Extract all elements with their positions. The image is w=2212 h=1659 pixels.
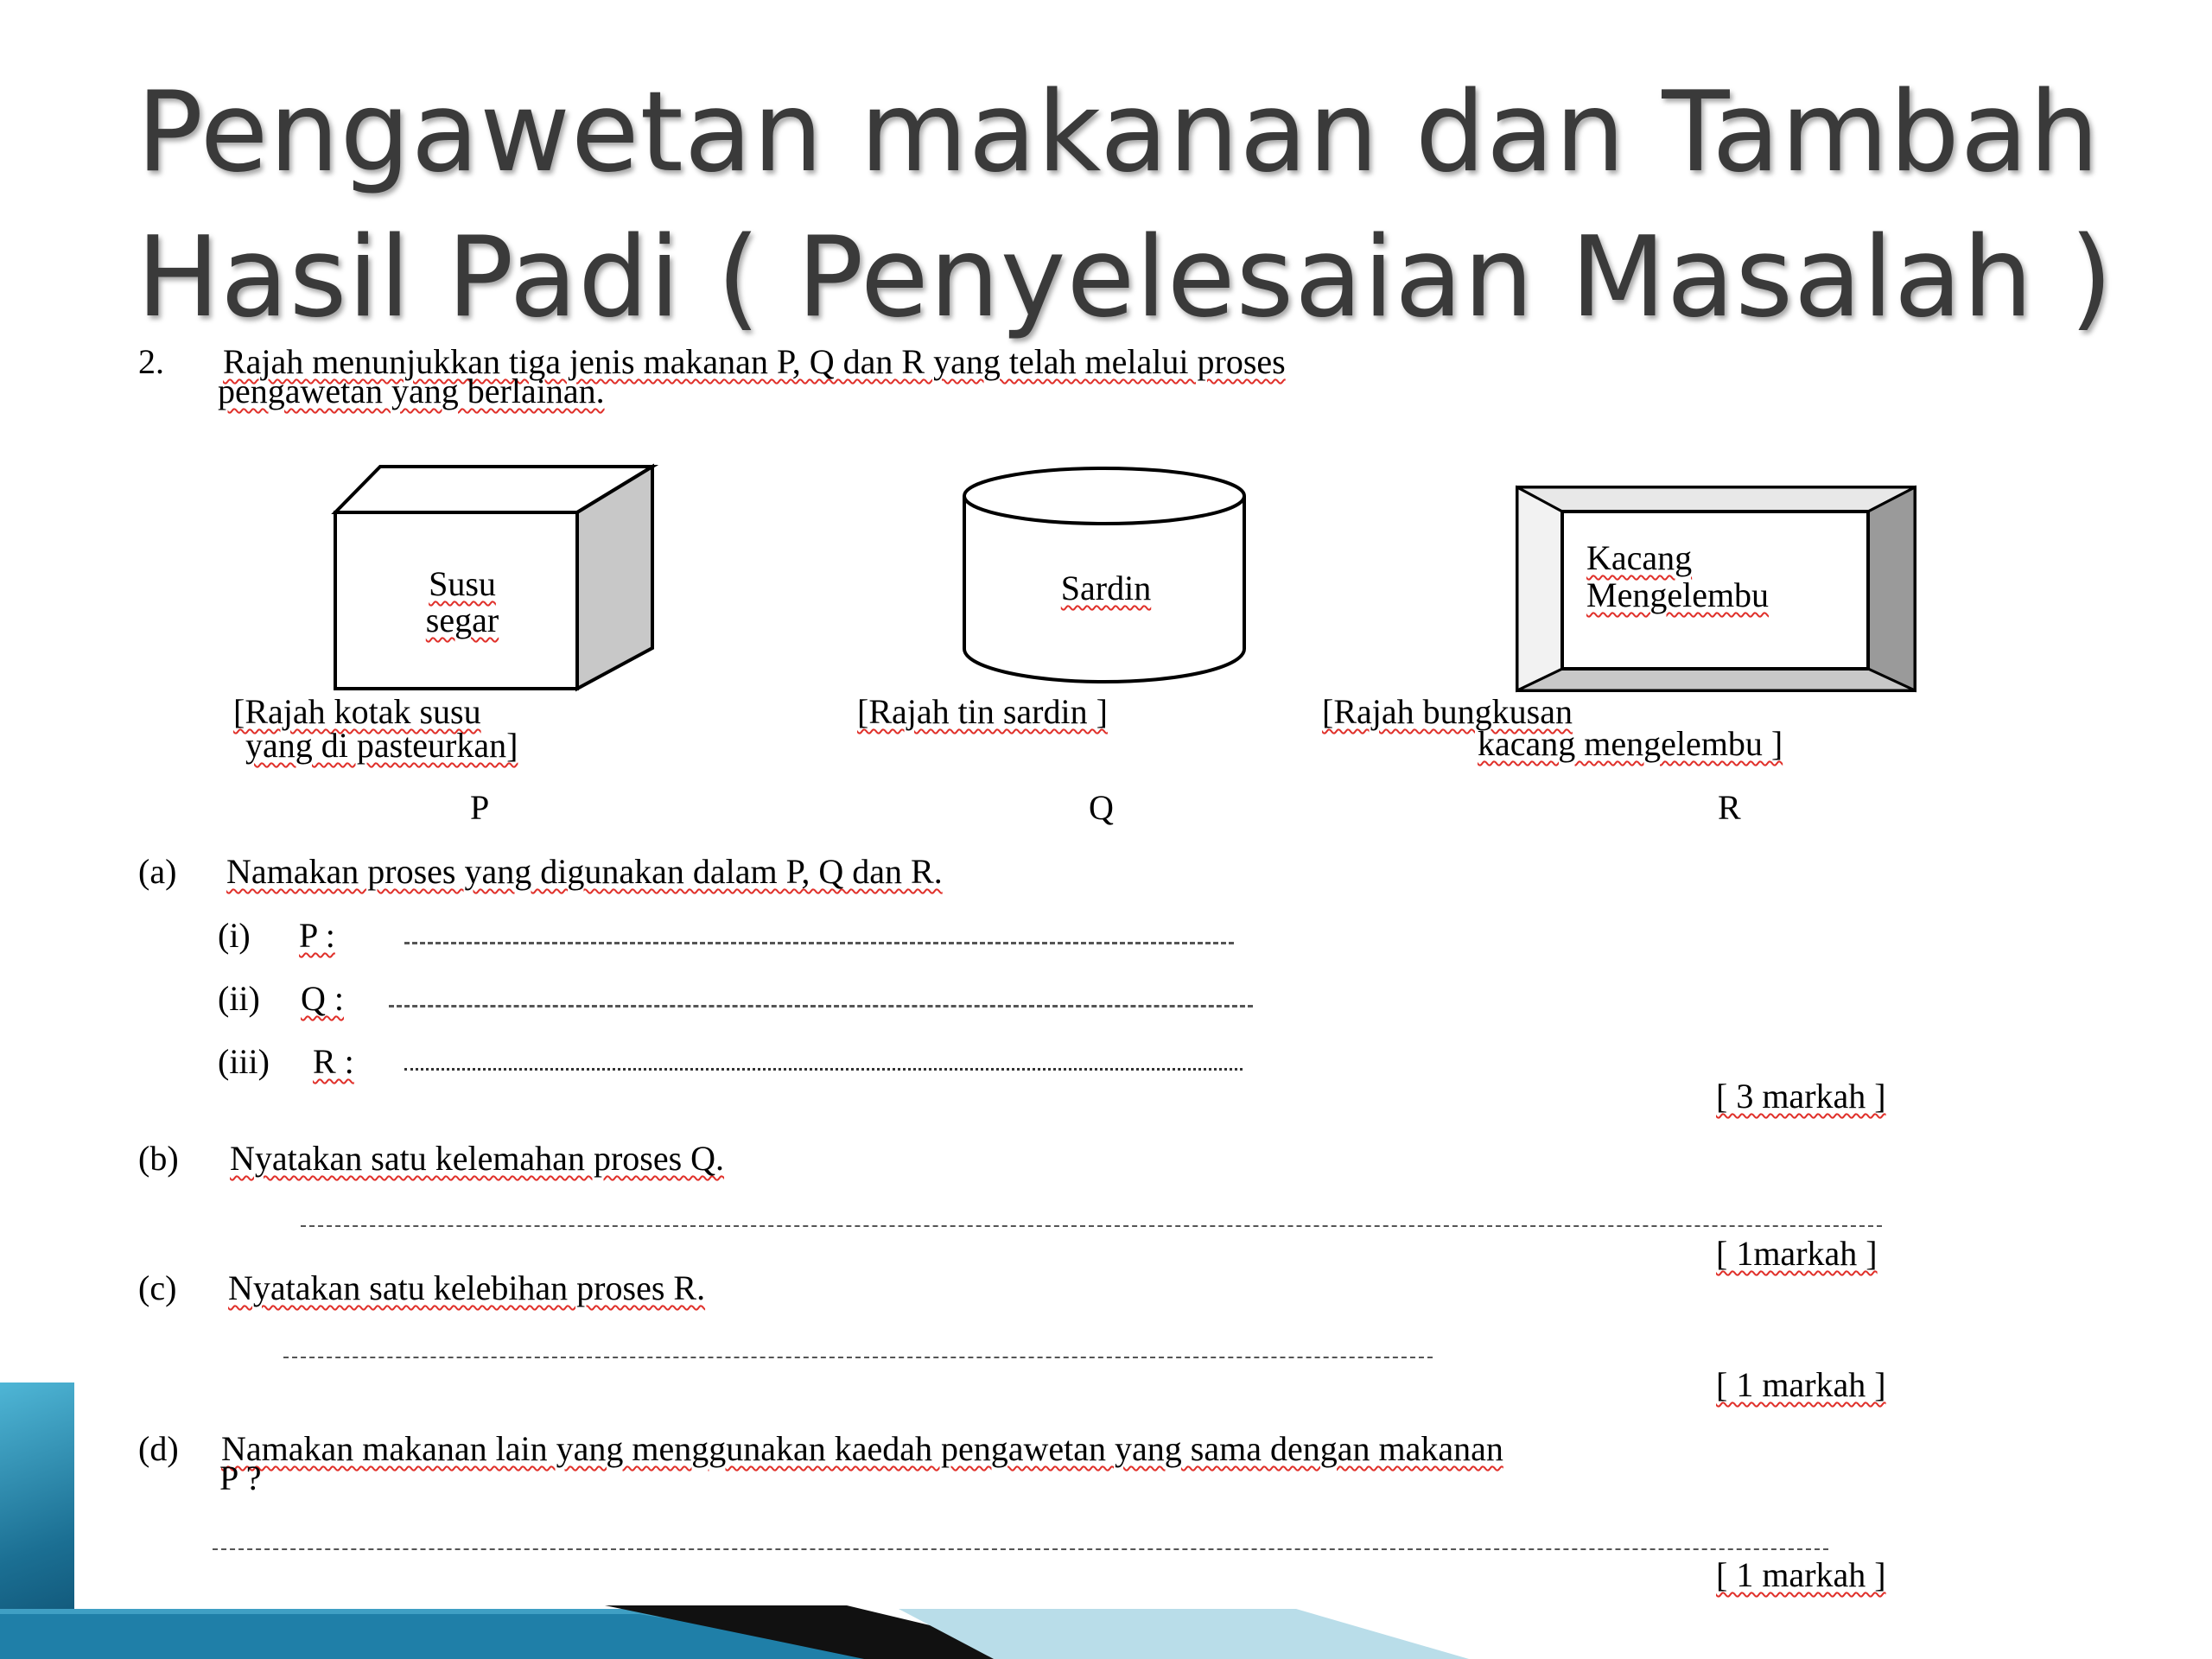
part-b-marks: [ 1markah ] [1716,1234,1878,1273]
part-b-text: Nyatakan satu kelemahan proses Q. [230,1139,725,1178]
slide-decor-bottom [0,1599,2212,1659]
title-line-1: Pengawetan makanan dan Tambah [137,68,2101,197]
part-a-iii-num: (iii) [218,1042,270,1081]
peanut-package-text-2: Mengelembu [1586,575,1770,614]
part-c-marks: [ 1 markah ] [1716,1365,1886,1404]
part-a-iii-label: R : [313,1042,354,1081]
answer-line-a-i[interactable] [404,942,1234,944]
slide-title [137,60,2141,351]
answer-line-d[interactable] [213,1548,1828,1550]
part-a-i-label: P : [299,916,335,955]
part-c-label: (c) [138,1268,177,1307]
question-intro-line-1: Rajah menunjukkan tiga jenis makanan P, Q dan R yang telah melalui proses [223,342,1286,381]
milk-box-text-1: Susu [429,564,496,603]
caption-p-line-1: [Rajah kotak susu [233,692,481,731]
answer-line-c[interactable] [283,1357,1433,1358]
question-intro-line-2: pengawetan yang berlainan. [218,372,605,410]
part-d-text-line-1: Namakan makanan lain yang menggunakan kaedah pengawetan yang sama dengan makanan [221,1429,1503,1468]
question-number: 2. [138,342,164,381]
caption-q: [Rajah tin sardin ] [857,692,1108,731]
part-b-label: (b) [138,1139,179,1178]
milk-box-text-2: segar [425,601,499,639]
answer-line-a-iii[interactable] [404,1068,1243,1071]
caption-r-line-1: [Rajah bungkusan [1322,692,1573,731]
part-d-label: (d) [138,1429,179,1468]
part-a-label: (a) [138,852,177,891]
part-c-text: Nyatakan satu kelebihan proses R. [228,1268,706,1307]
sardine-can-text: Sardin [1060,569,1152,607]
part-a-ii-num: (ii) [218,979,260,1018]
caption-r-line-2: kacang mengelembu ] [1478,724,1783,763]
caption-p-line-2: yang di pasteurkan] [245,726,518,765]
part-d-text-line-2: P ? [219,1459,262,1497]
peanut-package-text-1: Kacang [1586,538,1693,577]
title-line-2: Hasil Padi ( Penyelesaian Masalah ) [137,213,2114,342]
part-a-text: Namakan proses yang digunakan dalam P, Q dan R. [226,852,943,891]
part-a-i-num: (i) [218,916,251,955]
label-p: P [470,788,490,827]
answer-line-a-ii[interactable] [389,1005,1253,1007]
part-a-ii-label: Q : [301,979,344,1018]
label-q: Q [1089,788,1114,827]
answer-line-b[interactable] [301,1225,1882,1227]
part-d-marks: [ 1 markah ] [1716,1555,1886,1594]
part-a-marks: [ 3 markah ] [1716,1077,1886,1116]
label-r: R [1718,788,1741,827]
